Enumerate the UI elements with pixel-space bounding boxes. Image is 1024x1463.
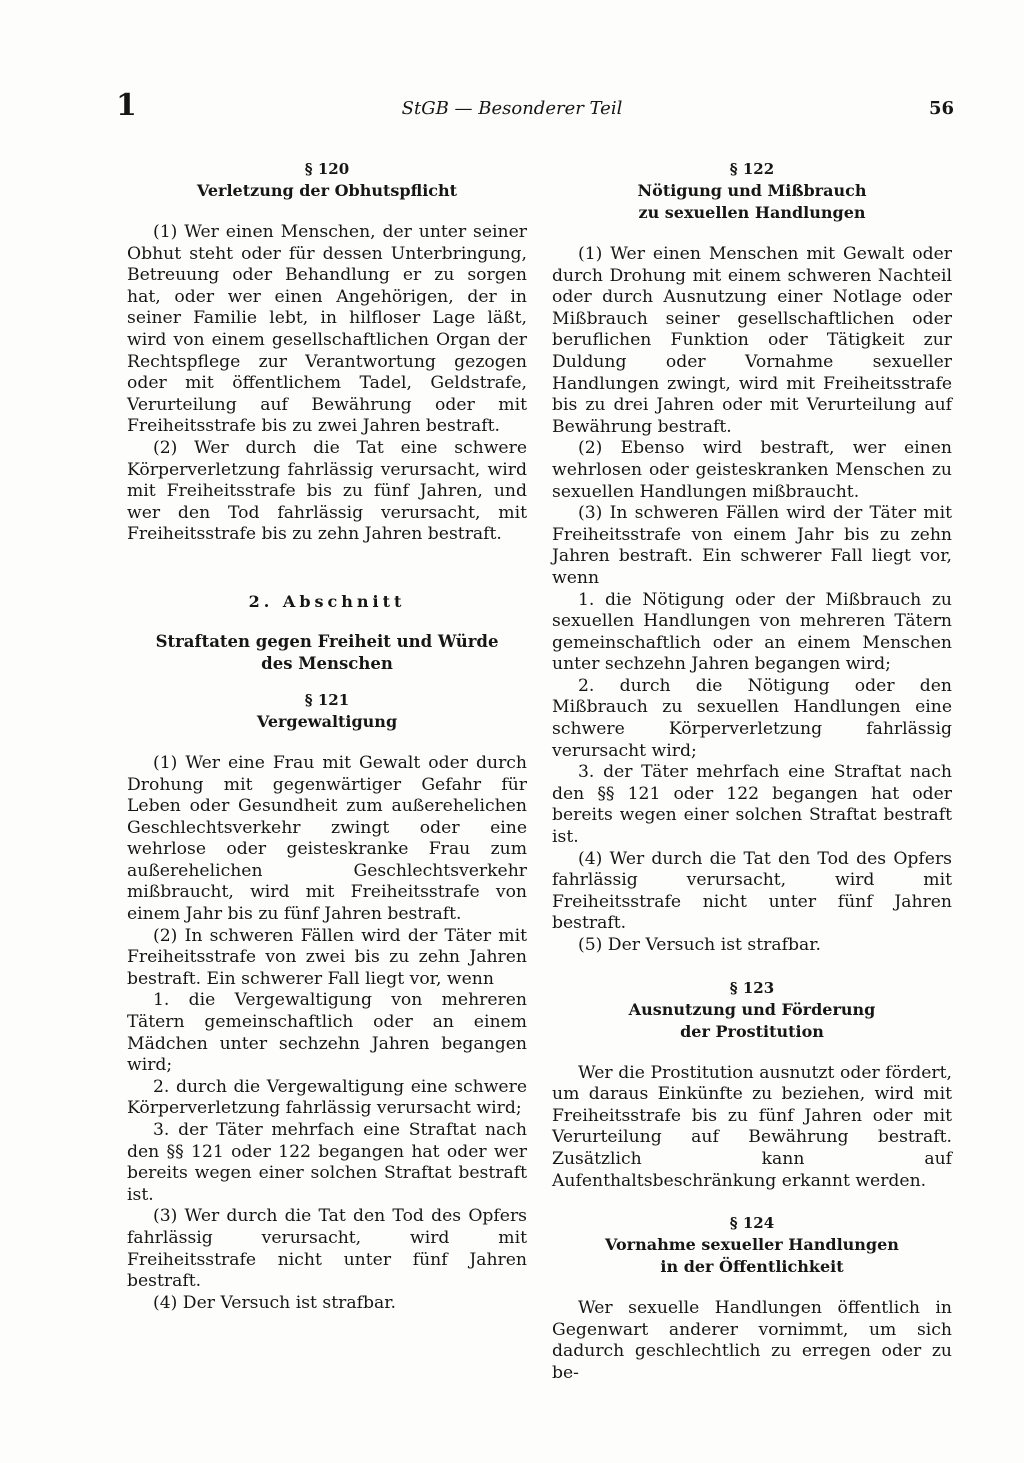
paragraph: (1) Wer einen Menschen mit Gewalt oder durch Drohung mit einem schweren Nachteil oder durch Ausnutzung einer Notlage oder Mißbrauch seiner gesellschaftlichen oder beruflichen Funktion oder Tätigkeit zur Duldung oder Vornahme sexueller Handlungen zwingt, wird mit Freiheitsstrafe bis zu drei Jahren oder mit Verurteilung auf Bewährung bestraft.	[552, 244, 952, 437]
section-title: Verletzung der Obhutspflicht	[196, 181, 458, 200]
paragraph: Wer die Prostitution ausnutzt oder fördert, um daraus Einkünfte zu beziehen, wird mit Freiheitsstrafe bis zu fünf Jahren oder mit Verurteilung auf Bewährung bestraft. Zusätzlich kann auf Aufenthaltsbeschränkung erkannt werden.	[552, 1062, 952, 1191]
section-title: zu sexuellen Handlungen	[638, 203, 866, 222]
section-heading-120	[127, 158, 527, 202]
section-title: Vornahme sexueller Handlungen	[605, 1235, 899, 1255]
part-title-line: Straftaten gegen Freiheit und Würde	[155, 631, 499, 651]
paragraph: (2) In schweren Fällen wird der Täter mit Freiheitsstrafe von zwei bis zu zehn Jahren bestraft. Ein schwerer Fall liegt vor, wenn	[127, 925, 527, 989]
section-heading-123	[552, 977, 952, 1043]
list-item: 2. durch die Vergewaltigung eine schwere Körperverletzung fahrlässig verursacht wird;	[127, 1076, 527, 1119]
list-item: 2. durch die Nötigung oder den Mißbrauch zu sexuellen Handlungen eine schwere Körperverletzung fahrlässig verursacht wird;	[552, 675, 952, 761]
paragraph: (4) Der Versuch ist strafbar.	[153, 1292, 396, 1313]
section-number: § 121	[304, 690, 350, 709]
paragraph: (3) In schweren Fällen wird der Täter mit Freiheitsstrafe von einem Jahr bis zu zehn Jahren bestraft. Ein schwerer Fall liegt vor, wenn	[552, 503, 952, 588]
list-item: 3. der Täter mehrfach eine Straftat nach den §§ 121 oder 122 begangen hat oder bereits wegen einer solchen Straftat bestraft ist.	[552, 762, 952, 848]
part-title	[127, 631, 527, 675]
paragraph: (1) Wer einen Menschen, der unter seiner Obhut steht oder für dessen Unterbringung, Betreuung oder Behandlung er zu sorgen hat, oder wer einen Angehörigen, der in seiner Familie lebt, in hilfloser Lage läßt, wird von einem gesellschaftlichen Organ der Rechtspflege zur Verantwortung gezogen oder mit öffentlichem Tadel, Geldstrafe, Verurteilung auf Bewährung oder mit Freiheitsstrafe bis zu zwei Jahren bestraft.	[127, 222, 527, 437]
section-heading-121	[127, 689, 527, 733]
right-column	[552, 158, 952, 1385]
section-heading-122	[552, 158, 952, 224]
section-title: der Prostitution	[680, 1021, 824, 1041]
paragraph: (1) Wer eine Frau mit Gewalt oder durch Drohung mit gegenwärtiger Gefahr für Leben oder Gesundheit zum außerehelichen Geschlechtsverkehr zwingt oder eine wehrlose oder geisteskranke Frau zum außerehelichen Geschlechtsverkehr mißbraucht, wird mit Freiheitsstrafe von einem Jahr bis zu fünf Jahren bestraft.	[127, 752, 527, 925]
left-column	[127, 158, 527, 1314]
running-header	[0, 88, 1024, 128]
running-title: StGB — Besonderer Teil	[401, 98, 623, 119]
list-item: 3. der Täter mehrfach eine Straftat nach den §§ 121 oder 122 begangen hat oder wer bereits wegen einer solchen Straftat bestraft ist.	[127, 1120, 527, 1205]
paragraph: (5) Der Versuch ist strafbar.	[578, 935, 821, 955]
section-number: § 124	[729, 1214, 775, 1233]
paragraph: (4) Wer durch die Tat den Tod des Opfers fahrlässig verursacht, wird mit Freiheitsstrafe nicht unter fünf Jahren bestraft.	[552, 848, 952, 934]
part-title-line: des Menschen	[261, 653, 393, 673]
paragraph: Wer sexuelle Handlungen öffentlich in Gegenwart anderer vornimmt, um sich dadurch geschlechtlich zu erregen oder zu be-	[552, 1298, 952, 1383]
chapter-number: 1	[116, 88, 137, 123]
paragraph: (2) Ebenso wird bestraft, wer einen wehrlosen oder geisteskranken Menschen zu sexuellen Handlungen mißbraucht.	[552, 438, 952, 502]
paragraph: (2) Wer durch die Tat eine schwere Körperverletzung fahrlässig verursacht, wird mit Freiheitsstrafe bis zu fünf Jahren, und wer den Tod fahrlässig verursacht, mit Freiheitsstrafe bis zu zehn Jahren bestraft.	[127, 437, 527, 545]
section-heading-124	[552, 1212, 952, 1278]
section-title: Vergewaltigung	[256, 711, 398, 731]
list-item: 1. die Nötigung oder der Mißbrauch zu sexuellen Handlungen von mehreren Tätern gemeinschaftlich oder an einem Menschen unter sechzehn Jahren begangen wird;	[552, 589, 952, 675]
section-number: § 122	[729, 160, 775, 178]
section-number: § 120	[304, 160, 350, 178]
part-heading: 2. Abschnitt	[248, 591, 406, 611]
paragraph: (3) Wer durch die Tat den Tod des Opfers fahrlässig verursacht, wird mit Freiheitsstrafe nicht unter fünf Jahren bestraft.	[127, 1206, 527, 1292]
section-number: § 123	[729, 978, 775, 997]
list-item: 1. die Vergewaltigung von mehreren Tätern gemeinschaftlich oder an einem Mädchen unter sechzehn Jahren begangen wird;	[127, 990, 527, 1076]
section-title: Nötigung und Mißbrauch	[637, 181, 867, 200]
section-title: Ausnutzung und Förderung	[628, 999, 876, 1019]
page-number: 56	[928, 98, 954, 119]
section-title: in der Öffentlichkeit	[660, 1257, 844, 1277]
